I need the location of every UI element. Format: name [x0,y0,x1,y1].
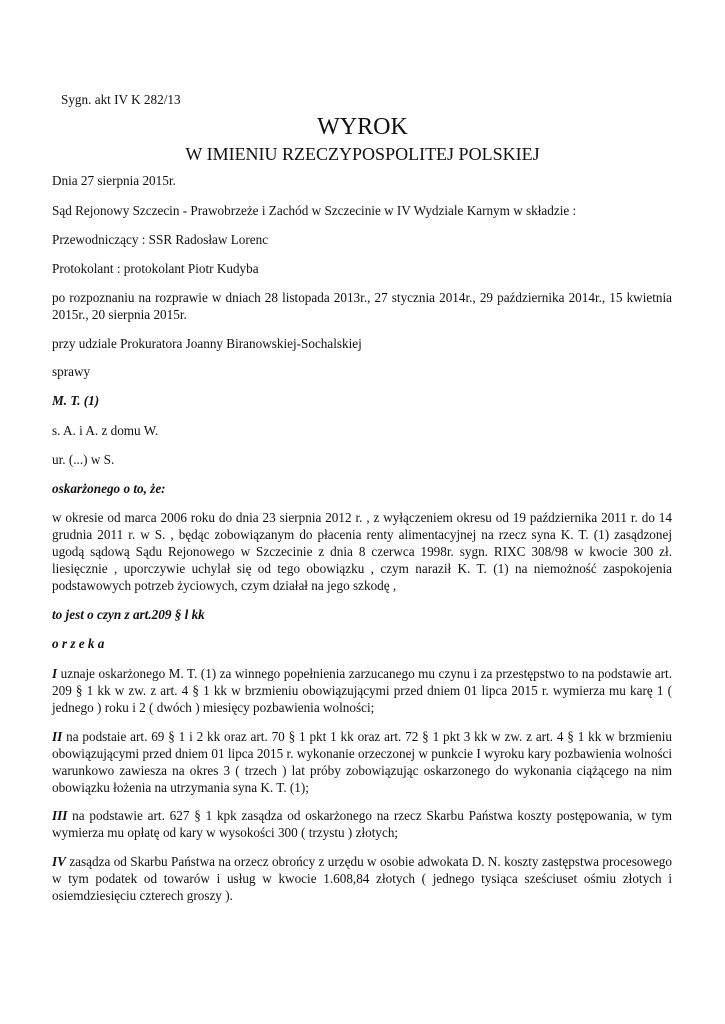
verdict-point-label: IV [52,854,66,869]
verdict-point-text: zasądza od Skarbu Państwa na orzecz obrońcy z urzędu w osobie adwokata D. N. koszty zastępstwa procesowego w tym podatek od towarów i usług w kwocie 1.608,84 złotych ( jednego tysiąca sześciuset ośmiu złotych i osiemdziesięciu czterech groszy ). [52,854,672,903]
prosecutor-line: przy udziale Prokuratora Joanny Biranowskiej-Sochalskiej [52,336,362,351]
charge-text: w okresie od marca 2006 roku do dnia 23 sierpnia 2012 r. , z wyłączeniem okresu od 19 października 2011 r. do 14 grudnia 2011 r. w S. , będąc zobowiązanym do płacenia renty alimentacyjnej na rzecz syna K. T. (1) zasądzonej ugodą sądową Sądu Rejonowego w Szczecinie z dnia 8 czerwca 1998r. sygn. RIXC 308/98 w kwocie 300 zł. liesięcznie , uporczywie uchylał się od tego obowiązku , czym naraził K. T. (1) na niemożność zaspokojenia podstawowych potrzeb życiowych, czym działał na jego szkodę , [52,510,672,593]
defendant-parents: s. A. i A. z domu W. [52,423,159,438]
court-clerk: Protokolant : protokolant Piotr Kudyba [52,261,259,276]
charge-article: to jest o czyn z art.209 § l kk [52,607,205,622]
presiding-judge: Przewodniczący : SSR Radosław Lorenc [52,232,269,247]
verdict-point-text: uznaje oskarżonego M. T. (1) za winnego popełnienia zarzucanego mu czynu i za przestępstwo to na podstawie art. 209 § 1 kk w zw. z art. 4 § 1 kk w brzmieniu obowiązującymi przed dniem 01 lipca 2015 r. wymierza mu karę 1 ( jednego ) roku i 2 ( dwóch ) miesięcy pozbawienia wolności; [52,666,672,715]
verdict-point-3 [52,807,672,841]
defendant-name: M. T. (1) [52,393,100,408]
verdict-point-1 [52,665,672,716]
document-subtitle: W IMIENIU RZECZYPOSPOLITEJ POLSKIEJ [185,144,540,164]
verdict-point-4 [52,853,672,904]
document-title: WYROK [317,114,408,140]
verdict-point-label: I [52,666,58,681]
case-word: sprawy [52,364,91,379]
verdict-point-text: na podstawie art. 627 § 1 kpk zasądza od oskarżonego na rzecz Skarbu Państwa koszty postępowania, w tym wymierza mu opłatę od kary w wysokości 300 ( trzystu ) złotych; [52,808,672,840]
court-composition: Sąd Rejonowy Szczecin - Prawobrzeże i Zachód w Szczecinie w IV Wydziale Karnym w składzie : [52,203,577,218]
verdict-heading: o r z e k a [52,636,105,651]
charge-heading: oskarżonego o to, że: [52,481,166,496]
verdict-point-label: III [52,808,68,823]
verdict-point-2 [52,728,672,796]
defendant-birth: ur. (...) w S. [52,452,115,467]
hearing-dates: po rozpoznaniu na rozprawie w dniach 28 listopada 2013r., 27 stycznia 2014r., 29 października 2014r., 15 kwietnia 2015r., 20 sierpnia 2015r. [52,290,672,322]
verdict-date: Dnia 27 sierpnia 2015r. [52,173,176,188]
verdict-point-label: II [52,729,63,744]
verdict-point-text: na podstaie art. 69 § 1 i 2 kk oraz art. 70 § 1 pkt 1 kk oraz art. 72 § 1 pkt 3 kk w zw. z art. 4 § 1 kk w brzmieniu obowiązującymi przed dniem 01 lipca 2015 r. wykonanie orzeczonej w punkcie I wyroku kary pozbawienia wolności warunkowo zawiesza na okres 3 ( trzech ) lat próby zobowiązując oskarzonego do wykonania ciążącego na nim obowiązku łożenia na utrzymania syna K. T. (1); [52,729,672,795]
case-signature: Sygn. akt IV K 282/13 [61,92,181,107]
